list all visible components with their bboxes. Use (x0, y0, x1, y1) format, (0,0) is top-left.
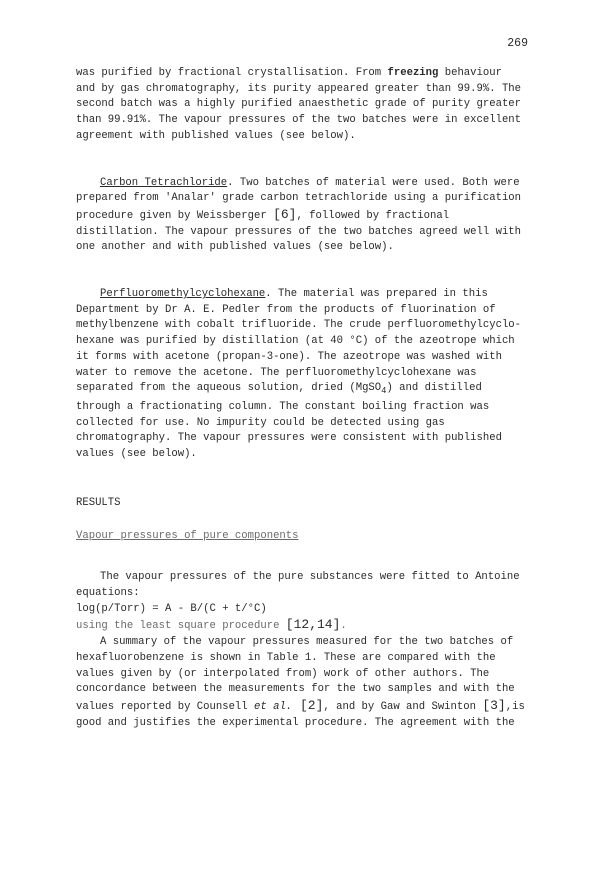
text-segment: , followed by fractional distillation. The vapour pressures of the two batches agreed well with one another and with published values (see below). (76, 209, 522, 254)
text-segment: , and by Gaw and Swinton (323, 700, 483, 713)
text-segment: A summary of the vapour pressures measured for the two batches of hexafluorobenzene is shown in Table 1. These are compared with the values given by (or interpolated from) work of other authors. The concordance between the measurements for the two samples and with the values reported by Counsell (76, 636, 515, 713)
paragraph-least-squares (76, 617, 526, 635)
page-number: 269 (507, 37, 528, 50)
section-heading-results: RESULTS (76, 496, 121, 509)
paragraph-antoine-intro: The vapour pressures of the pure substances were fitted to Antoine equations: (76, 571, 520, 599)
citation: [12,14] (285, 617, 341, 633)
citation: [6] (273, 206, 297, 222)
paragraph-carbon-tetrachloride (76, 176, 526, 257)
italic-et-al: et al. (254, 700, 293, 713)
page-body (76, 66, 526, 731)
text-segment: was purified by fractional crystallisation. From (76, 67, 388, 79)
antoine-equation: log(p/Torr) = A - B/(C + t/°C) (76, 602, 267, 615)
citation: [2] (292, 697, 324, 713)
paragraph-hexafluorobenzene-purification (76, 66, 526, 145)
section-title-perfluoromethylcyclohexane: Perfluoromethylcyclohexane (100, 288, 266, 301)
text-segment: . The material was prepared in this Department by Dr A. E. Pedler from the products of fluorination of methylbenzene with cobalt trifluoride. The crude perfluoromethylcyclo-hexane was purified by distillation (at 40 °C) of the azeotrope which it forms with acetone (propan-3-one). The azeotrope was washed with water to remove the acetone. The perfluoromethylcyclohexane was separated from the aqueous solution, dried (MgSO (76, 288, 522, 395)
paragraph-summary (76, 635, 526, 731)
text-segment: using the least square procedure (76, 620, 286, 633)
citation: [3] (482, 697, 506, 713)
text-segment: . (340, 620, 347, 633)
text-segment: behaviour and by gas chromatography, its purity appeared greater than 99.9%. The second batch was a highly purified anaesthetic grade of purity greater than 99.91%. The vapour pressures of the two batches were in excellent agreement with published values (see below). (76, 67, 522, 142)
subscript: 4 (381, 386, 387, 397)
section-title-carbon-tetrachloride: Carbon Tetrachloride (100, 176, 228, 189)
bold-word: freezing (387, 67, 439, 79)
text-segment: . Two batches of material were used. Both were prepared from 'Analar' grade carbon tetrachloride using a purification procedure given by Weissberger (76, 176, 522, 222)
subsection-heading: Vapour pressures of pure components (76, 529, 299, 542)
paragraph-perfluoromethylcyclohexane (76, 287, 526, 463)
text-segment: ,is good and justifies the experimental procedure. The agreement with the (76, 700, 525, 729)
text-segment: ) and distilled through a fractionating column. The constant boiling fraction was collected for use. No impurity could be detected using gas chromatography. The vapour pressures were consistent with published values (see below). (76, 382, 502, 461)
